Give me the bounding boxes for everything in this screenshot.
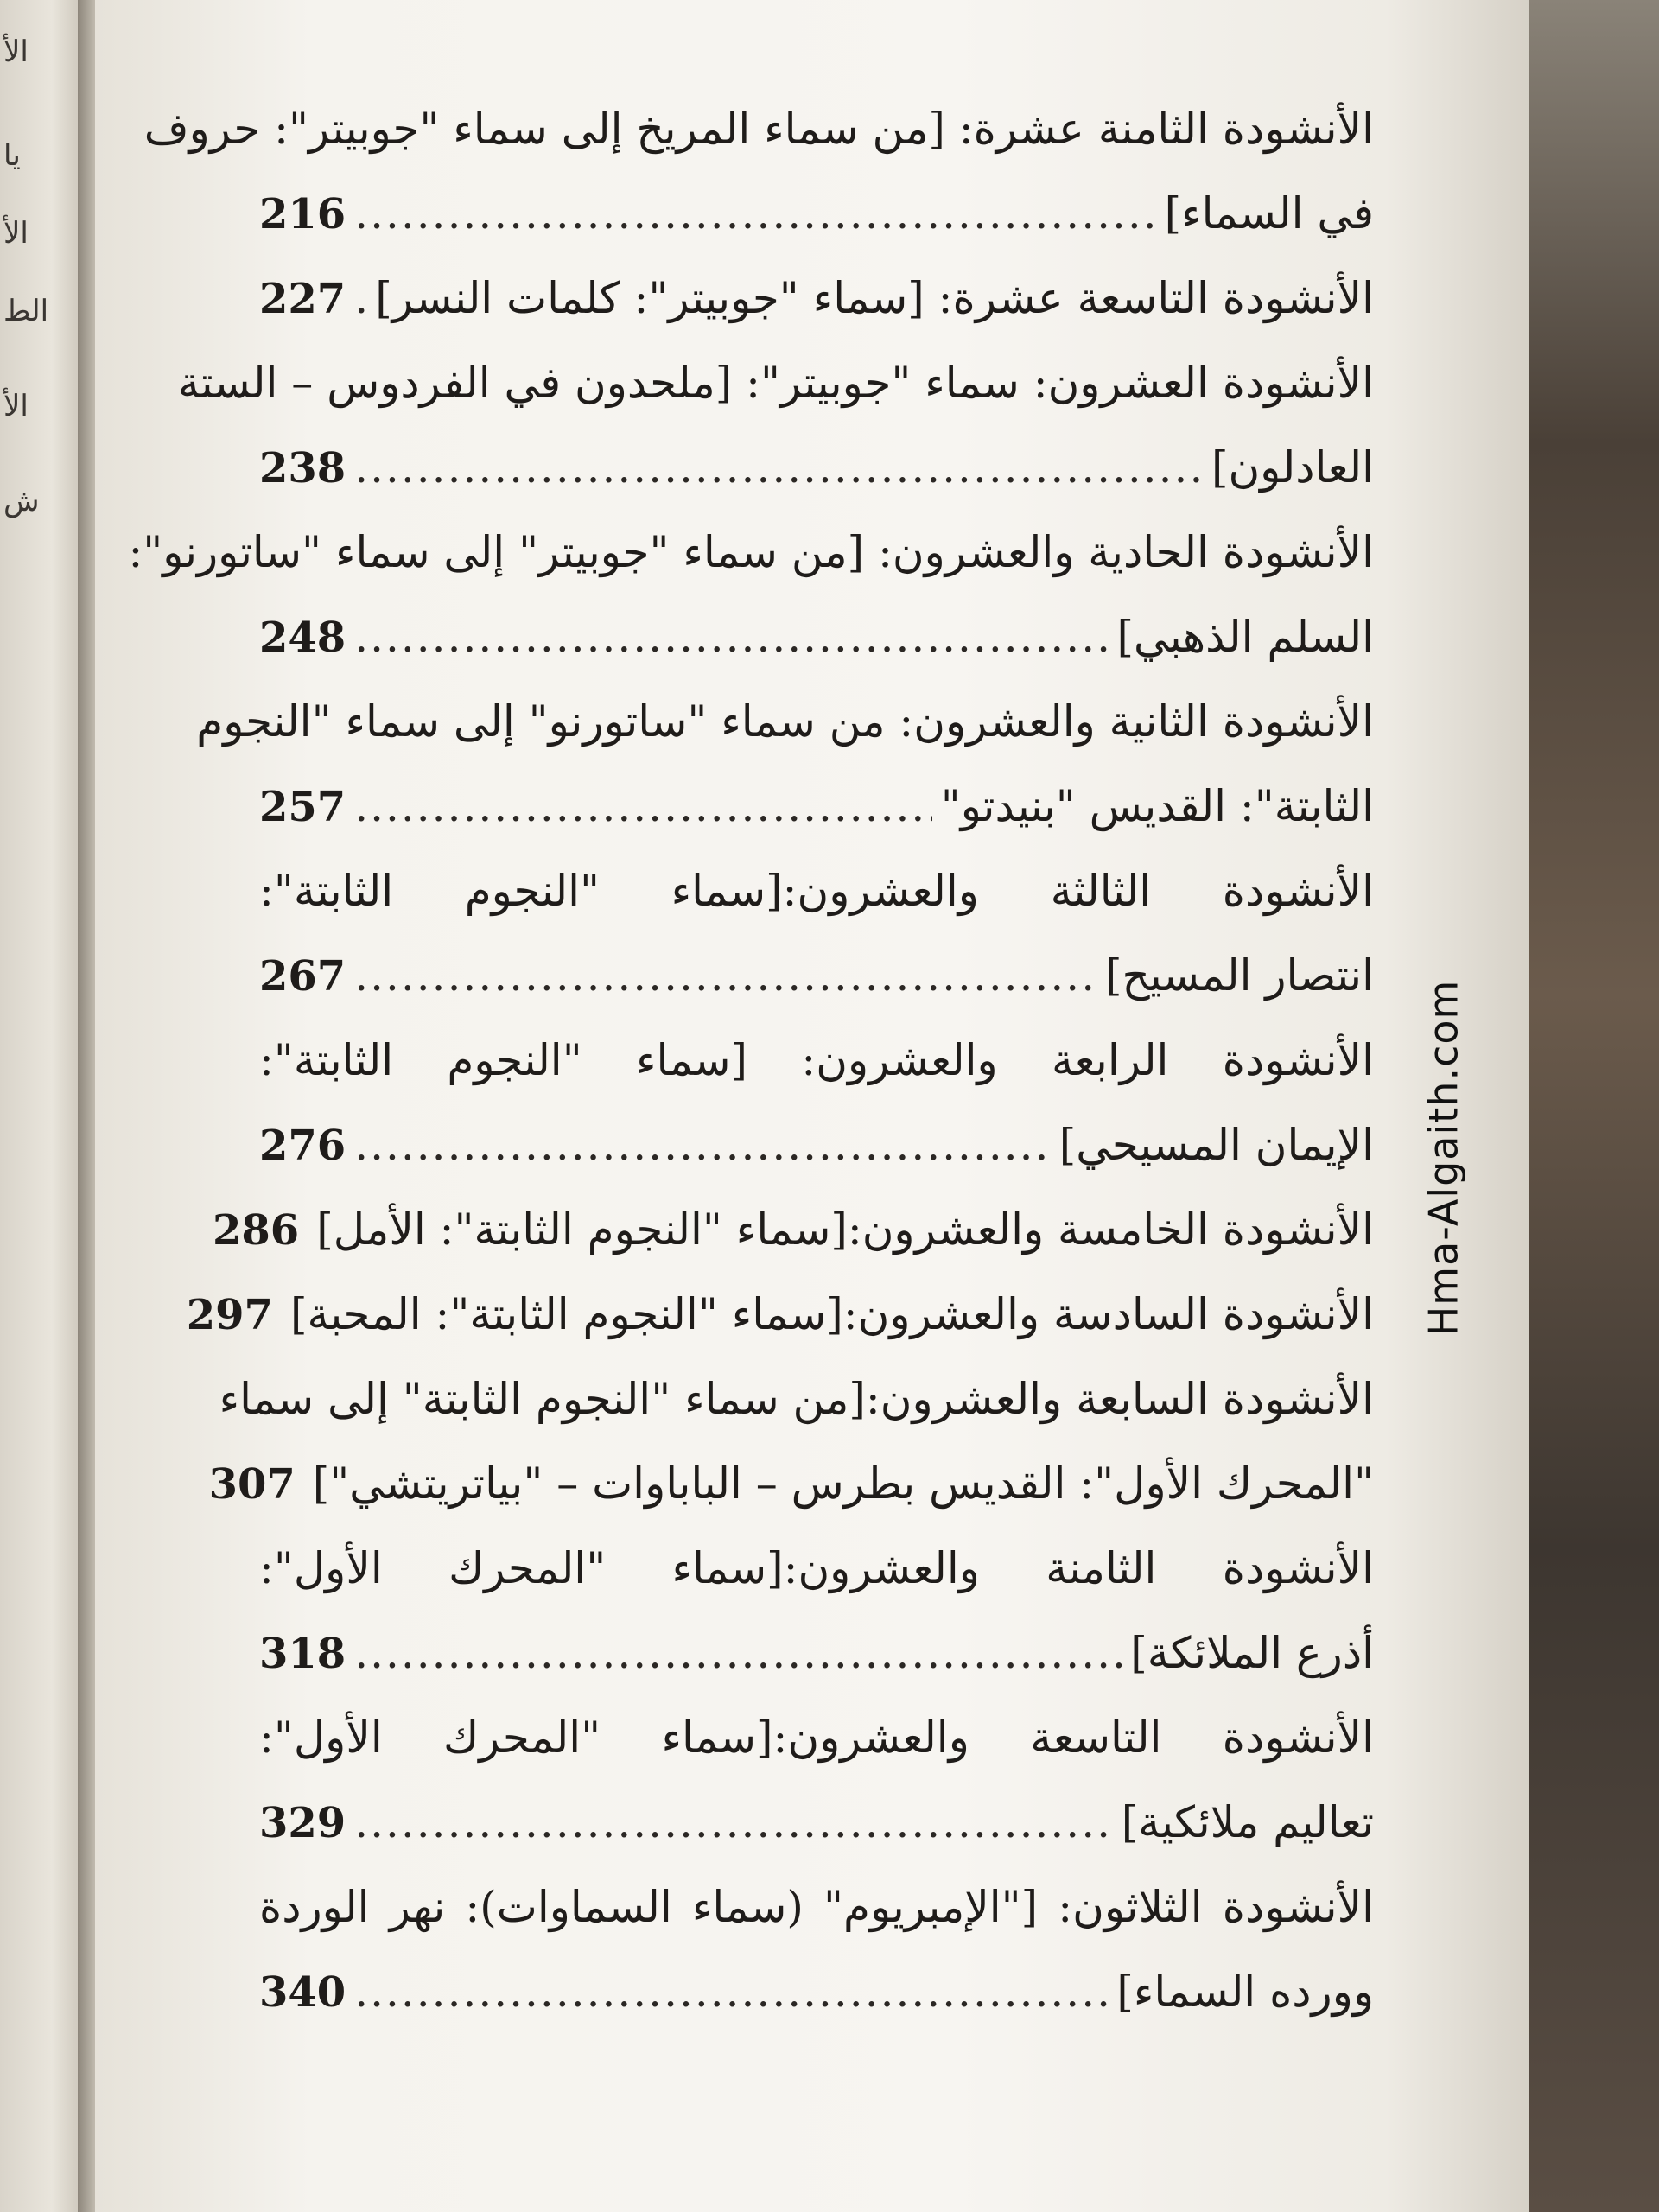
toc-line	[208, 1441, 1374, 1526]
toc-entry-text: العادلون]	[1211, 442, 1374, 493]
page-number: 227	[259, 275, 346, 323]
toc-line: الأنشودة الثامنة عشرة: [من سماء المريخ إلى سماء "جوبيتر": حروف	[143, 104, 1374, 154]
toc-entry-text: الإيمان المسيحي]	[1058, 1120, 1374, 1170]
toc-entry-text: الأنشودة التاسعة عشرة: [سماء "جوبيتر": كلمات النسر]	[375, 273, 1374, 323]
facing-page-fragment: الأ	[3, 35, 29, 69]
toc-entry-text: السلم الذهبي]	[1116, 612, 1374, 662]
facing-page	[0, 0, 86, 2212]
page-number: 216	[259, 190, 346, 238]
toc-line: الأنشودة الثانية والعشرون: من سماء "ساتورنو" إلى سماء "النجوم	[196, 696, 1374, 747]
facing-page-fragment: يا	[3, 138, 21, 173]
page-number: 276	[259, 1122, 346, 1170]
toc-line: الأنشودة التاسعة والعشرون:[سماء "المحرك الأول":	[259, 1713, 1374, 1763]
page-number: 248	[259, 613, 346, 662]
facing-page-fragment: الأ	[3, 389, 29, 423]
leader-dots	[354, 1103, 1051, 1187]
toc-line: الأنشودة الثلاثون: ["الإمبريوم" (سماء السماوات): نهر الوردة	[259, 1882, 1374, 1932]
toc-line	[259, 764, 1374, 849]
toc-line	[259, 933, 1374, 1018]
leader-dots	[354, 171, 1155, 256]
toc-line: الأنشودة الحادية والعشرون: [من سماء "جوبيتر" إلى سماء "ساتورنو":	[128, 527, 1374, 577]
watermark-text: Hma-Algaith.com	[1420, 979, 1466, 1337]
leader-dots	[354, 425, 1203, 510]
toc-entry-text: تعاليم ملائكية]	[1121, 1797, 1374, 1847]
page-number: 267	[259, 952, 346, 1001]
toc-entry-text: الأنشودة الخامسة والعشرون:[سماء "النجوم الثابتة": الأمل]	[316, 1205, 1374, 1255]
facing-page-fragment: ش	[3, 484, 40, 518]
watermark	[1417, 933, 1469, 1382]
toc-line	[259, 425, 1374, 510]
toc-line: الأنشودة العشرون: سماء "جوبيتر": [ملحدون في الفردوس – الستة	[177, 358, 1374, 408]
toc-entry-text: في السماء]	[1164, 188, 1374, 238]
toc-line: الأنشودة الثالثة والعشرون:[سماء "النجوم الثابتة":	[259, 866, 1374, 916]
leader-dots	[354, 256, 366, 340]
leader-dots	[354, 1949, 1108, 2034]
toc-line: الأنشودة الرابعة والعشرون: [سماء "النجوم الثابتة":	[259, 1035, 1374, 1085]
toc-entry-text: وورده السماء]	[1116, 1967, 1374, 2017]
page-number: 286	[212, 1206, 300, 1255]
toc-line: الأنشودة السابعة والعشرون:[من سماء "النجوم الثابتة" إلى سماء	[219, 1374, 1374, 1424]
page-number: 340	[259, 1968, 346, 2017]
page-number: 297	[186, 1291, 273, 1339]
leader-dots	[354, 933, 1096, 1018]
toc-entry-text: أذرع الملائكة]	[1130, 1628, 1374, 1678]
leader-dots	[354, 594, 1108, 679]
toc-line	[212, 1187, 1374, 1272]
toc-line	[186, 1272, 1374, 1357]
page-number: 238	[259, 444, 346, 493]
leader-dots	[354, 1780, 1112, 1865]
page-number: 329	[259, 1799, 346, 1847]
table-of-contents	[128, 86, 1374, 2034]
background-surface	[1521, 0, 1659, 2212]
toc-line	[259, 1949, 1374, 2034]
leader-dots	[354, 1611, 1122, 1695]
toc-line	[259, 594, 1374, 679]
toc-entry-text: "المحرك الأول": القديس بطرس – الباباوات – "بياتريتشي"]	[312, 1459, 1374, 1509]
toc-entry-text: انتصار المسيح]	[1104, 950, 1374, 1001]
toc-line	[259, 1103, 1374, 1187]
toc-line	[259, 256, 1374, 340]
leader-dots	[354, 764, 932, 849]
toc-line	[259, 1780, 1374, 1865]
page-number: 318	[259, 1630, 346, 1678]
toc-line	[259, 171, 1374, 256]
toc-line	[259, 1611, 1374, 1695]
toc-entry-text: الثابتة": القديس "بنيدتو"	[940, 781, 1374, 831]
page-number: 257	[259, 783, 346, 831]
facing-page-fragment: الأ	[3, 216, 29, 251]
toc-entry-text: الأنشودة السادسة والعشرون:[سماء "النجوم الثابتة": المحبة]	[289, 1289, 1374, 1339]
toc-line: الأنشودة الثامنة والعشرون:[سماء "المحرك الأول":	[259, 1543, 1374, 1593]
page-number: 307	[208, 1460, 296, 1509]
facing-page-fragment: الط	[3, 294, 49, 328]
